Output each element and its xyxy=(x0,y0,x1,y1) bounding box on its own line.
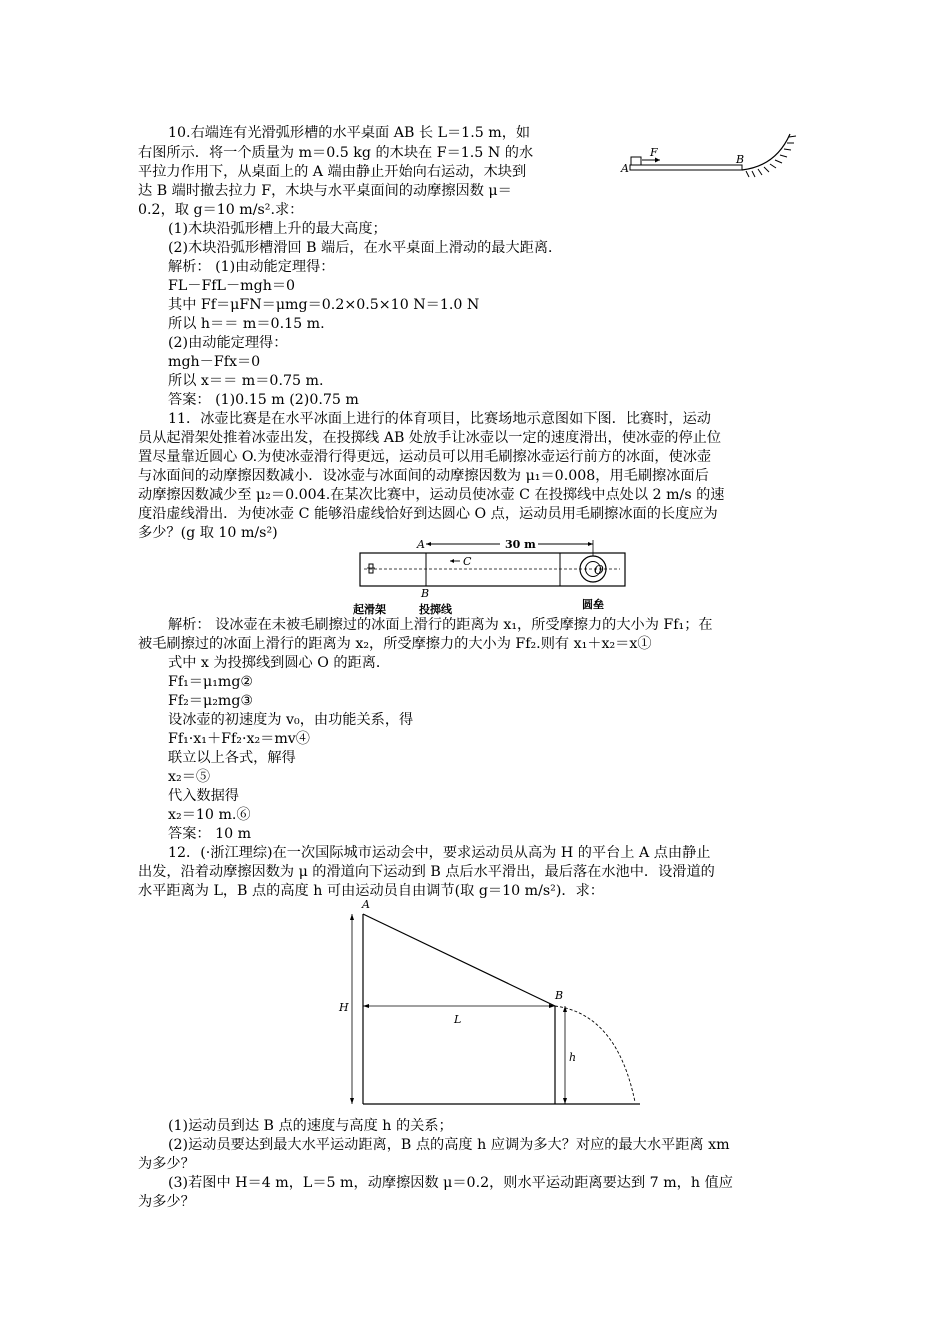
q10-solution-line: mgh－Ffx＝0 xyxy=(168,354,261,370)
q11-solution-line: 设冰壶的初速度为 v₀，由功能关系，得 xyxy=(168,712,414,728)
q10-line: 0.2，取 g＝10 m/s².求： xyxy=(138,202,304,218)
label-a: A xyxy=(362,898,370,911)
q11-line: 11．冰壶比赛是在水平冰面上进行的体育项目，比赛场地示意图如下图．比赛时，运动 xyxy=(168,411,711,427)
label-force: F xyxy=(650,146,658,159)
label-b: B xyxy=(555,989,564,1002)
q12-question: 为多少？ xyxy=(138,1194,195,1210)
label-h-lower: h xyxy=(569,1051,577,1064)
q11-solution-line: Ff₂＝μ₂mg③ xyxy=(168,693,254,709)
slide-track xyxy=(363,914,555,1006)
q12-question: (1)运动员到达 B 点的速度与高度 h 的关系； xyxy=(168,1118,453,1134)
q10-solution-line: (2)由动能定理得： xyxy=(168,335,288,351)
q10-line: 平拉力作用下，从桌面上的 A 端由静止开始向右运动，木块到 xyxy=(138,164,527,180)
q11-solution-line: Ff₁·x₁＋Ff₂·x₂＝mv④ xyxy=(168,731,310,747)
q11-solution-line: x₂＝10 m.⑥ xyxy=(168,807,251,823)
q11-answer: 答案： 10 m xyxy=(168,826,252,842)
q11-solution-line: 代入数据得 xyxy=(168,788,239,804)
q12-line: 12．(·浙江理综)在一次国际城市运动会中，要求运动员从高为 H 的平台上 A 点由静止 xyxy=(168,845,711,861)
q11-solution-line: 解析： 设冰壶在未被毛刷擦过的冰面上滑行的距离为 x₁，所受摩擦力的大小为 Ff₁；在 xyxy=(168,617,713,633)
q10-solution-line: 解析： (1)由动能定理得： xyxy=(168,259,335,275)
wood-block xyxy=(631,157,641,165)
distance-label: 30 m xyxy=(505,538,536,551)
q12-question: (2)运动员要达到最大水平运动距离，B 点的高度 h 应调为多大？对应的最大水平距离 xm xyxy=(168,1137,730,1153)
q11-solution-line: Ff₁＝μ₁mg② xyxy=(168,674,254,690)
trajectory xyxy=(555,1006,635,1102)
q12-question: 为多少？ xyxy=(138,1156,195,1172)
q11-figure xyxy=(350,536,635,618)
label-o: O xyxy=(594,563,604,577)
q10-solution-line: 所以 h＝＝ m＝0.15 m. xyxy=(168,316,325,332)
q11-solution-line: x₂＝⑤ xyxy=(168,769,211,785)
label-b: B xyxy=(421,587,430,600)
q12-question: (3)若图中 H＝4 m，L＝5 m，动摩擦因数 μ＝0.2，则水平运动距离要达到 7 m，h 值应 xyxy=(168,1175,733,1191)
q10-line: 右图所示．将一个质量为 m＝0.5 kg 的木块在 F＝1.5 N 的水 xyxy=(138,145,534,161)
arc-groove xyxy=(742,134,790,170)
start-rack xyxy=(369,564,373,573)
q10-solution-line: 所以 x＝＝ m＝0.75 m. xyxy=(168,373,324,389)
q11-solution-line: 式中 x 为投掷线到圆心 O 的距离． xyxy=(168,655,391,671)
label-b: B xyxy=(736,153,745,166)
q11-solution-line: 被毛刷擦过的冰面上滑行的距离为 x₂，所受摩擦力的大小为 Ff₂.则有 x₁＋x₂＝x① xyxy=(138,636,652,652)
q12-line: 水平距离为 L，B 点的高度 h 可由运动员自由调节(取 g＝10 m/s²)．求： xyxy=(138,883,604,899)
label-c: C xyxy=(463,555,472,568)
q11-line: 度沿虚线滑出．为使冰壶 C 能够沿虚线恰好到达圆心 O 点，运动员用毛刷擦冰面的长度应为 xyxy=(138,506,718,522)
q11-line: 置尽量靠近圆心 O.为使冰壶滑行得更远，运动员可以用毛刷擦冰壶运行前方的冰面，使冰壶 xyxy=(138,449,712,465)
q11-solution-line: 联立以上各式，解得 xyxy=(168,750,296,766)
label-l: L xyxy=(454,1013,462,1026)
q12-line: 出发，沿着动摩擦因数为 μ 的滑道向下运动到 B 点后水平滑出，最后落在水池中．设滑道的 xyxy=(138,864,715,880)
q10-solution-line: FL－FfL－mgh＝0 xyxy=(168,278,296,294)
q11-line: 多少？(g 取 10 m/s²) xyxy=(138,525,278,541)
q10-line: 达 B 端时撤去拉力 F，木块与水平桌面间的动摩擦因数 μ＝ xyxy=(138,183,512,199)
q10-figure xyxy=(618,128,813,190)
q10-subquestion: (1)木块沿弧形槽上升的最大高度； xyxy=(168,221,387,237)
start-rack-label: 起滑架 xyxy=(353,603,386,616)
q12-figure xyxy=(335,896,645,1111)
q11-line: 与冰面间的动摩擦因数减小．设冰壶与冰面间的动摩擦因数为 μ₁＝0.008，用毛刷擦冰面后 xyxy=(138,468,709,484)
q10-solution-line: 其中 Ff＝μFN＝μmg＝0.2×0.5×10 N＝1.0 N xyxy=(168,297,480,313)
throw-line-label: 投掷线 xyxy=(419,603,452,616)
q10-subquestion: (2)木块沿弧形槽滑回 B 端后，在水平桌面上滑动的最大距离． xyxy=(168,240,563,256)
q10-line: 10.右端连有光滑弧形槽的水平桌面 AB 长 L＝1.5 m，如 xyxy=(168,125,531,141)
house-label: 圆垒 xyxy=(582,598,604,611)
q11-line: 动摩擦因数减少至 μ₂＝0.004.在某次比赛中，运动员使冰壶 C 在投掷线中点处以 2 m/s 的速 xyxy=(138,487,725,503)
label-h-upper: H xyxy=(339,1001,349,1014)
label-a: A xyxy=(621,162,629,175)
q11-line: 员从起滑架处推着冰壶出发，在投掷线 AB 处放手让冰壶以一定的速度滑出，使冰壶的停止位 xyxy=(138,430,722,446)
label-a: A xyxy=(417,538,425,551)
q10-answer: 答案： (1)0.15 m (2)0.75 m xyxy=(168,392,359,408)
